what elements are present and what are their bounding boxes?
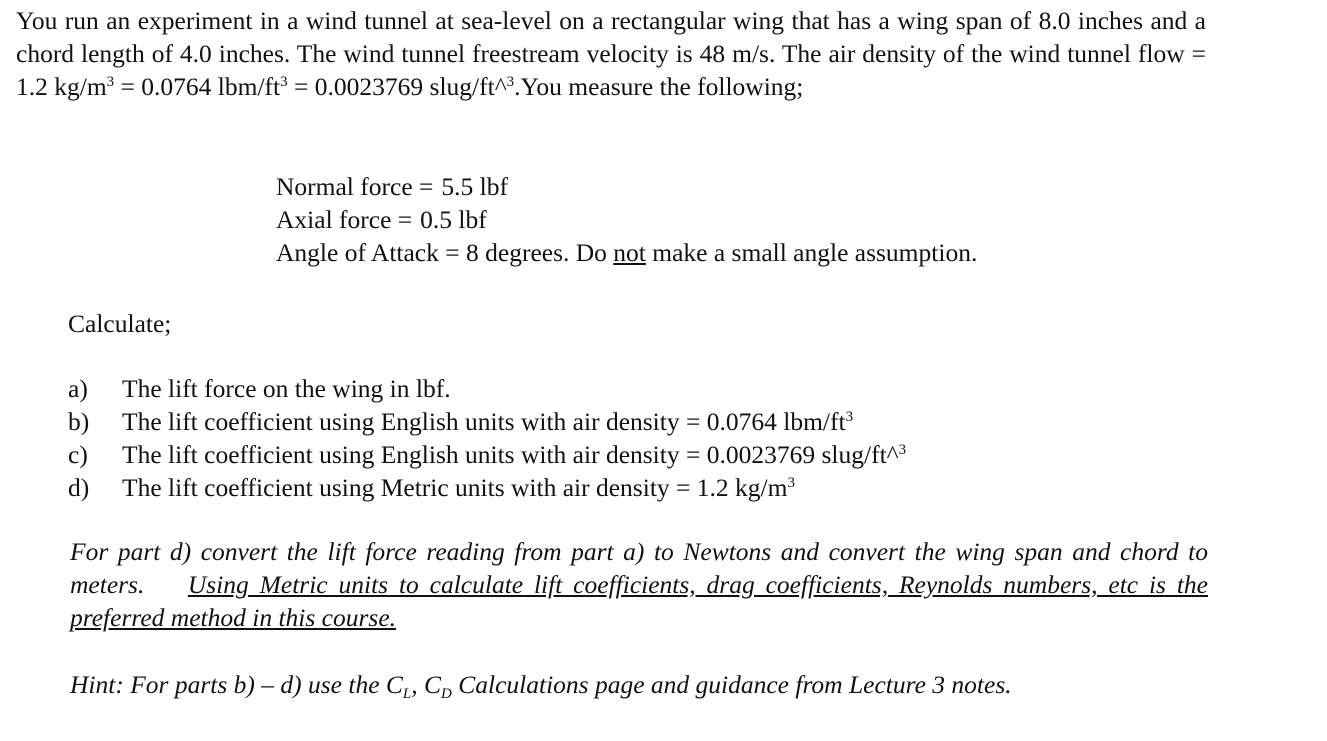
axial-force-line [276, 203, 977, 236]
part-letter: c) [68, 440, 88, 469]
calculate-heading: Calculate; [68, 309, 172, 338]
superscript-3: 3 [106, 74, 115, 90]
aoa-underlined-not: not [613, 238, 646, 267]
subscript-l: L [402, 686, 412, 702]
measurements-block [276, 170, 977, 269]
superscript-3: 3 [787, 475, 795, 491]
normal-force-value: 5.5 lbf [441, 172, 508, 201]
aoa-text: Angle of Attack = 8 degrees. Do [276, 238, 614, 267]
axial-force-value: 0.5 lbf [420, 205, 487, 234]
intro-text: = 0.0764 lbm/ft [114, 72, 281, 101]
superscript-3: 3 [506, 74, 515, 90]
hint-mid: , C [411, 670, 442, 699]
superscript-3: 3 [898, 442, 907, 458]
problem-intro [16, 4, 1206, 103]
intro-text: You run an experiment in a wind tunnel at sea-level on a rectangular wing that has a wing span of 8.0 inches and a chord length of 4.0 inches. The wind tunnel freestream velocity is 48 m/s. The air density of the wind tunnel flow = 1.2 kg/m [16, 6, 1206, 101]
part-b [68, 405, 906, 438]
axial-force-label: Axial force = [276, 205, 413, 234]
parts-list [68, 372, 906, 504]
note-text: For part d) convert the lift force reading from part a) to Newtons and convert the wing span and chord to meters. [70, 537, 1215, 599]
normal-force-label: Normal force = [276, 172, 434, 201]
superscript-3: 3 [845, 409, 854, 425]
part-c [68, 438, 906, 471]
part-letter: d) [68, 473, 90, 502]
hint-prefix: Hint: For parts b) – d) use the C [70, 670, 403, 699]
part-text: The lift coefficient using English units with air density = 0.0764 lbm/ft [122, 407, 846, 436]
intro-text: = 0.0023769 slug/ft^ [287, 72, 507, 101]
hint-line [70, 668, 1012, 701]
part-text: The lift coefficient using Metric units with air density = 1.2 kg/m [122, 473, 788, 502]
metric-units-note [70, 535, 1215, 634]
intro-text: .You measure the following; [514, 72, 804, 101]
part-text: The lift coefficient using English units with air density = 0.0023769 slug/ft^ [122, 440, 899, 469]
subscript-d: D [441, 686, 452, 702]
hint-suffix: Calculations page and guidance from Lecture 3 notes. [451, 670, 1012, 699]
aoa-rest: make a small angle assumption. [645, 238, 978, 267]
normal-force-line [276, 170, 977, 203]
part-a [68, 372, 906, 405]
part-text: The lift force on the wing in lbf. [122, 374, 451, 403]
angle-of-attack-line [276, 236, 977, 269]
part-d [68, 471, 906, 504]
superscript-3: 3 [280, 74, 288, 90]
note-underlined-text: Using Metric units to calculate lift coefficients, drag coefficients, Reynolds numbers, etc is the preferred method in this course. [70, 570, 1209, 632]
part-letter: b) [68, 407, 90, 436]
part-letter: a) [68, 374, 88, 403]
